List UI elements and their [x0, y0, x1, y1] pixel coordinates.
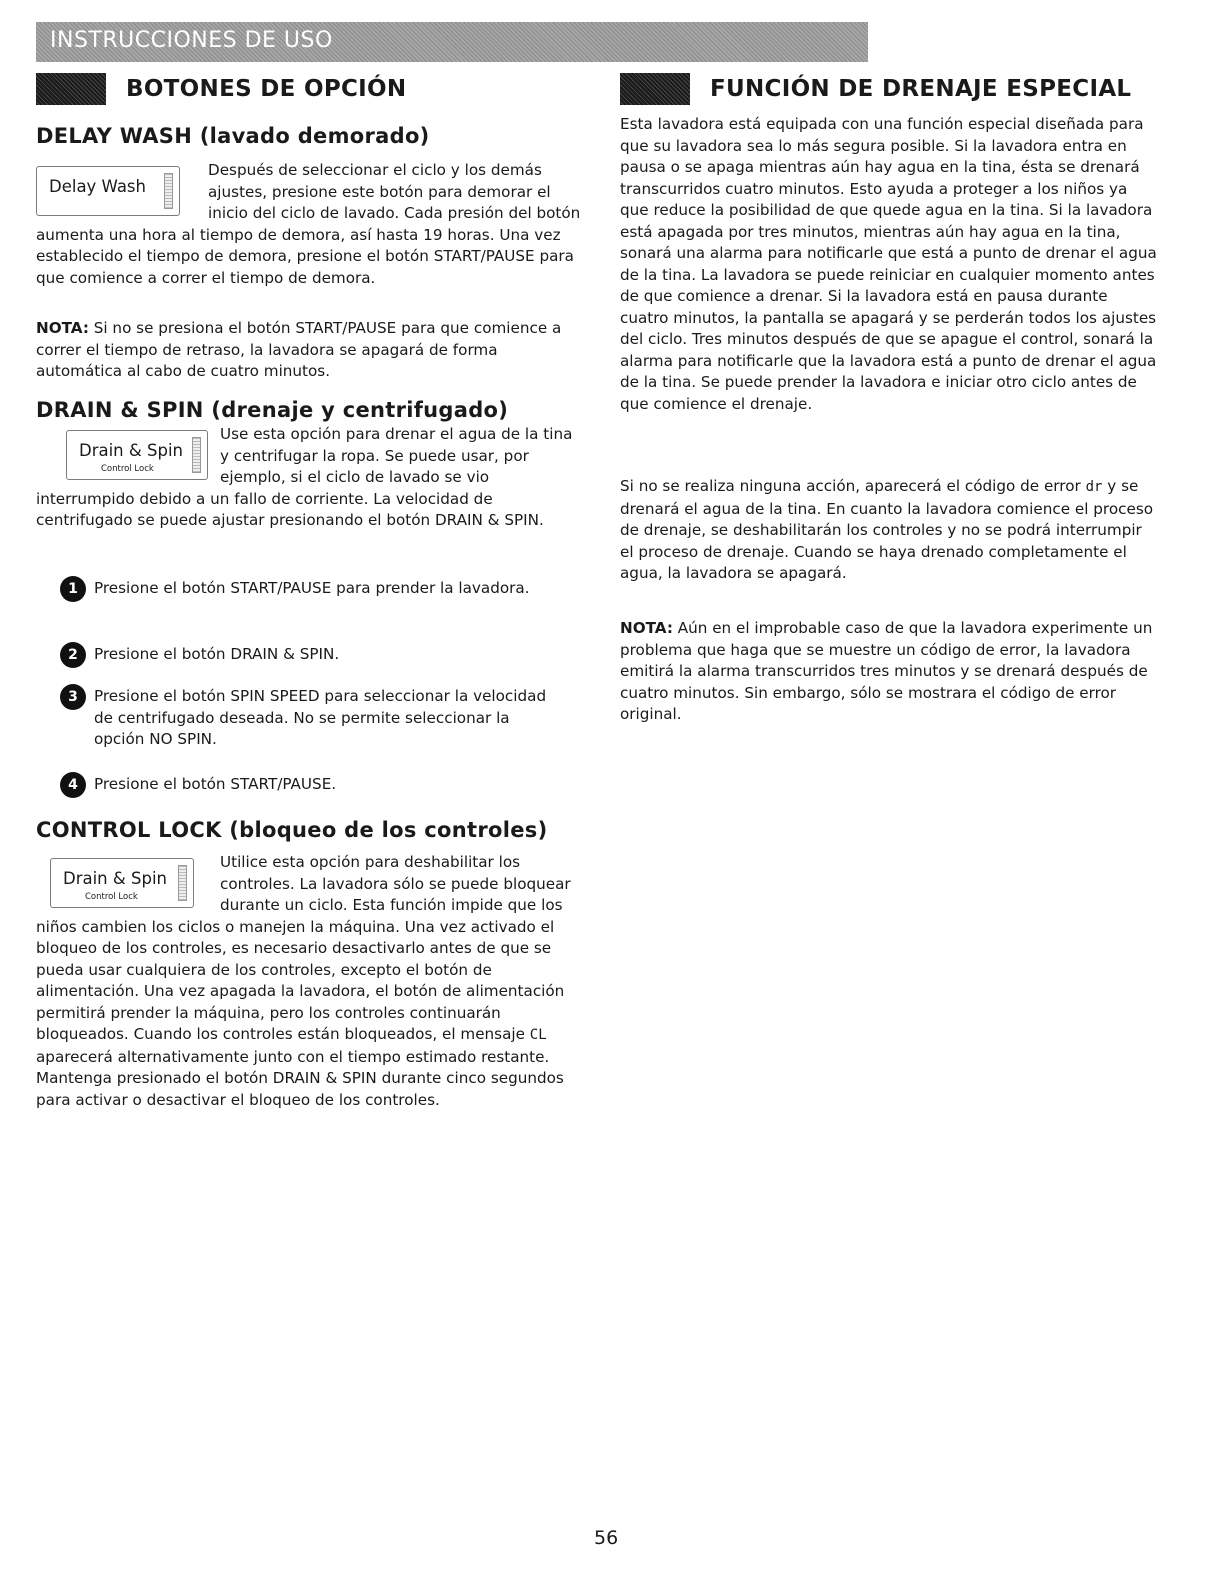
right-section-header	[620, 70, 1131, 108]
section-marker-block	[36, 73, 106, 105]
drain-spin-step-2	[60, 644, 560, 666]
step-number-badge: 1	[60, 576, 86, 602]
right-section-title: FUNCIÓN DE DRENAJE ESPECIAL	[710, 76, 1132, 102]
delay-wash-note	[36, 318, 582, 383]
control-lock-button-illustration	[36, 852, 208, 916]
special-drain-note	[620, 618, 1160, 726]
delay-wash-button-label: Delay Wash	[49, 177, 146, 196]
special-drain-paragraph-2: Si no se realiza ninguna acción, aparecerá el código de error dr y se drenará el agua de la tina. En cuanto la lavadora comience el proceso de drenaje, se deshabilitarán los controles y no se podrá interrumpir el proceso de drenaje. Cuando se haya drenado completamente el agua, la lavadora se apagará.	[620, 477, 1154, 582]
note-label: NOTA:	[36, 319, 89, 337]
step-text: Presione el botón START/PAUSE.	[94, 775, 337, 793]
drain-spin-step-1	[60, 578, 560, 600]
step-number-badge: 3	[60, 684, 86, 710]
left-section-header	[36, 70, 406, 108]
step-text: Presione el botón SPIN SPEED para seleccionar la velocidad de centrifugado deseada. No se permite seleccionar la opción NO SPIN.	[94, 687, 547, 748]
step-text: Presione el botón DRAIN & SPIN.	[94, 645, 340, 663]
special-drain-paragraph-1: Esta lavadora está equipada con una función especial diseñada para que su lavadora sea lo más segura posible. Si la lavadora entra en pausa o se apaga mientras aún hay agua en la tina, ésta se drenará transcurridos cuatro minutos. Esto ayuda a proteger a los niños ya que reduce la posibilidad de que quede agua en la tina. Si la lavadora está apagada por tres minutos, mientras aún hay agua en la tina, sonará una alarma para notificarle que está a punto de drenar el agua de la tina. La lavadora se puede reiniciar en cualquier momento antes de que comience a drenar. Si la lavadora está en pausa durante cuatro minutos, la pantalla se apagará y se perderán todos los ajustes del ciclo. Tres minutos después de que se apague el control, sonará la alarma para notificarle que la lavadora está a punto de drenar el agua de la tina. Se puede prender la lavadora e iniciar otro ciclo antes de que comience el drenaje.	[620, 115, 1157, 413]
drain-spin-button-illustration	[36, 424, 208, 488]
step-text: Presione el botón START/PAUSE para prender la lavadora.	[94, 579, 530, 597]
delay-wash-button-illustration	[36, 160, 196, 224]
drain-spin-body: Drain & Spin Control Lock Use esta opción para drenar el agua de la tina y centrifugar la ropa. Se puede usar, por ejemplo, si el ciclo de lavado se vio interrumpido debido a un fallo de corriente. La velocidad de centrifugado se puede ajustar presionando el botón DRAIN & SPIN.	[36, 425, 573, 529]
control-lock-sub-label: Control Lock	[101, 464, 154, 474]
note-text: Aún en el improbable caso de que la lavadora experimente un problema que haga que se muestre un código de error, la lavadora emitirá la alarma transcurridos tres minutos y se drenará después de cuatro minutos. Sin embargo, sólo se mostrara el código de error original.	[620, 619, 1153, 723]
drain-spin-heading: DRAIN & SPIN (drenaje y centrifugado)	[36, 398, 509, 422]
control-lock-display-code: CL	[529, 1027, 547, 1043]
delay-wash-heading: DELAY WASH (lavado demorado)	[36, 124, 430, 148]
drain-spin-button-label: Drain & Spin	[63, 869, 167, 888]
control-lock-heading: CONTROL LOCK (bloqueo de los controles)	[36, 818, 548, 842]
control-lock-body: Drain & Spin Control Lock Utilice esta opción para deshabilitar los controles. La lavadora sólo se puede bloquear durante un ciclo. Esta función impide que los niños cambien los ciclos o manejen la máquina. Una vez activado el bloqueo de los controles, es necesario desactivarlo antes de que se pueda usar cualquiera de los controles, excepto el botón de alimentación. Una vez apagada la lavadora, el botón de alimentación permitirá prender la máquina, pero los controles continuarán bloqueados. Cuando los controles están bloqueados, el mensaje CL aparecerá alternativamente junto con el tiempo estimado restante. Mantenga presionado el botón DRAIN & SPIN durante cinco segundos para activar o desactivar el bloqueo de los controles.	[36, 853, 571, 1109]
drain-spin-button-label: Drain & Spin	[79, 441, 183, 460]
note-label: NOTA:	[620, 619, 673, 637]
drain-spin-step-3	[60, 686, 560, 751]
control-lock-sub-label: Control Lock	[85, 892, 138, 902]
indicator-light-icon	[164, 173, 173, 209]
step-number-badge: 4	[60, 772, 86, 798]
section-marker-block	[620, 73, 690, 105]
indicator-light-icon	[178, 865, 187, 901]
step-number-badge: 2	[60, 642, 86, 668]
left-section-title: BOTONES DE OPCIÓN	[126, 76, 407, 102]
error-display-code: dr	[1085, 479, 1103, 495]
drain-spin-step-4	[60, 774, 560, 796]
banner-title: INSTRUCCIONES DE USO	[50, 28, 333, 53]
section-banner	[36, 22, 868, 62]
note-text: Si no se presiona el botón START/PAUSE para que comience a correr el tiempo de retraso, la lavadora se apagará de forma automática al cabo de cuatro minutos.	[36, 319, 562, 380]
indicator-light-icon	[192, 437, 201, 473]
page-number: 56	[594, 1527, 619, 1549]
delay-wash-body: Delay Wash Después de seleccionar el ciclo y los demás ajustes, presione este botón para demorar el inicio del ciclo de lavado. Cada presión del botón aumenta una hora al tiempo de demora, así hasta 19 horas. Una vez establecido el tiempo de demora, presione el botón START/PAUSE para que comience a correr el tiempo de demora.	[36, 161, 581, 287]
